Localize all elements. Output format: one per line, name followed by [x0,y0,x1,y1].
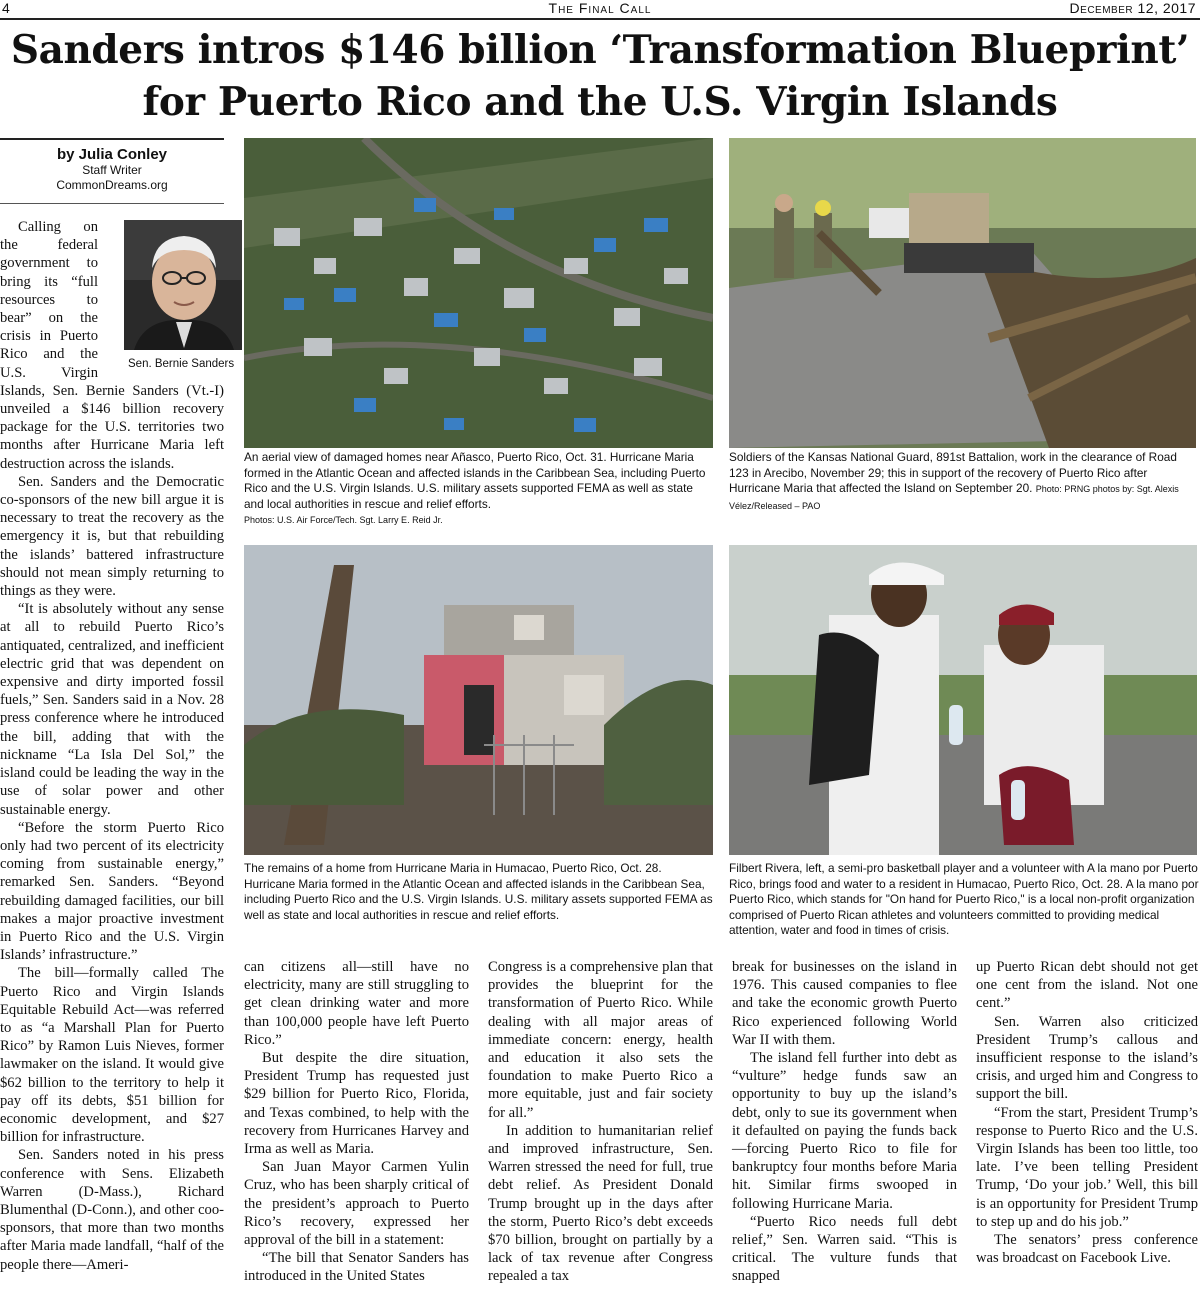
paragraph: The bill—formally called The Puerto Rico and Virgin Islands Equitable Rebuild Act—was referred to as “a Marshall Plan for Puerto Rico” by Ramon Luis Nieves, former lawmaker on the island. It would give $62 billion to the territory to help it pay off its debts, $51 billion for economic development, and $27 billion for infrastructure. [0,965,224,1146]
article-column-3 [488,958,713,1286]
caption-text: Filbert Rivera, left, a semi-pro basketball player and a volunteer with A la mano por Puerto Rico, brings food and water to a resident in Humacao, Puerto Rico, Oct. 28. A la mano por Puerto Rico, which stands for "On hand for Puerto Rico," is a local non-profit organization comprised of Puerto Rican athletes and volunteers committed to providing medical attention, water and food in times of crisis. [729,861,1199,937]
paragraph: break for businesses on the island in 1976. This caused companies to flee and take the economic growth Puerto Rico experienced following World War II with them. [732,959,957,1048]
caption-text: Soldiers of the Kansas National Guard, 891st Battalion, work in the clearance of Road 123 in Arecibo, November 29; this in support of the recovery of Puerto Rico after Hurricane Maria that affected the Island on September 20. [729,450,1177,495]
photo-caption-aerial [244,450,714,529]
article-column-4 [732,958,957,1286]
paragraph: The senators’ press conference was broadcast on Facebook Live. [976,1232,1198,1267]
paragraph-text: Calling on the federal government to bring its “full resources to bear” on the crisis in Puerto Rico and the U.S. Virgin Islands, Sen. Bernie Sanders (Vt.-I) unveiled a $146 billion recovery package for the U.S. territories two months after Hurricane Maria left destruction across the islands. [0,219,224,472]
photo-soldiers-road-clearance [729,138,1196,448]
paragraph: Sen. Sanders noted in his press conference with Sens. Elizabeth Warren (D-Mass.), Richard Blumenthal (D-Conn.), and other coo-sponsors, that more than two months after Maria made landfall, “half of the people there—Ameri- [0,1147,224,1273]
caption-text: An aerial view of damaged homes near Añasco, Puerto Rico, Oct. 31. Hurricane Maria formed in the Atlantic Ocean and affected islands in the Caribbean Sea, including Puerto Rico and the U.S. Virgin Islands. U.S. military assets supported FEMA as well as state and local authorities in rescue and relief efforts. [244,450,706,511]
paragraph: Sen. Warren also criticized President Trump’s callous and insufficient response to the island’s crisis, and urged him and Congress to support the bill. [976,1013,1198,1103]
photo-volunteer-food-water [729,545,1197,855]
article-column-5 [976,958,1198,1267]
paragraph: In addition to humanitarian relief and improved infrastructure, Sen. Warren stressed the need for full, true debt relief. As President Donald Trump brought up in the days after the storm, Puerto Rico’s debt exceeds $70 billion, brought on partially by a lack of tax revenue after Congress repealed a tax [488,1122,713,1285]
portrait-caption: Sen. Bernie Sanders [128,358,235,370]
author: by Julia Conley [56,146,168,163]
issue-date: December 12, 2017 [1069,0,1196,16]
photo-caption-volunteer [729,861,1199,939]
bernie-sanders-image [124,220,242,350]
volunteer-photo-image [729,545,1197,855]
paragraph: up Puerto Rican debt should not get one cent from the island. Not one cent.” [976,959,1198,1012]
paragraph: can citizens all—still have no electricity, many are still struggling to get clean drinking water and more than 100,000 people have left Puerto Rico.” [244,959,469,1048]
paragraph: But despite the dire situation, President Trump has requested just $29 billion for Puerto Rico, Florida, and Texas combined, to help with the recovery from Hurricanes Harvey and Irma as well as Maria. [244,1050,469,1158]
article-column-1 [0,218,235,1274]
paragraph: San Juan Mayor Carmen Yulin Cruz, who has been sharply critical of the president’s approach to Puerto Rico’s recovery, expressed her approval of the bill in a statement: [244,1159,469,1249]
paragraph [0,218,235,473]
author-role: Staff Writer [82,163,142,177]
publication-name: The Final Call [548,0,652,16]
paragraph: “It is absolutely without any sense at all to rebuild Puerto Rico’s antiquated, centralized, and inefficient electric grid that was dependent on expensive and dirty imported fossil fuels,” Sen. Sanders said in a Nov. 28 press conference where he introduced the bill, adding that with the nickname “La Isla Del Sol,” the island could be leading the way in the use of solar power and other sustainable energy. [0,601,224,818]
portrait-photo [106,220,235,370]
paragraph: The island fell further into debt as “vulture” hedge funds saw an opportunity to buy up the island’s debt, only to sue its government when it defaulted on paying the funds back—forcing Puerto Rico to file for bankruptcy four months before Maria hit. Similar firms swooped in following Hurricane Maria. [732,1050,957,1212]
photo-credit: Photo: PRNG photos by: Sgt. Alexis Vélez/Released – PAO [729,484,1179,511]
soldiers-photo-image [729,138,1196,448]
photo-caption-home-remains [244,861,714,923]
page-number: 4 [2,0,10,16]
photo-remains-of-home [244,545,713,855]
paragraph: “From the start, President Trump’s response to Puerto Rico and the U.S. Virgin Islands has been too little, too late. I’ve been telling President Trump, ‘Do your job.’ Well, this bill is an opportunity for President Trump to step up and do his job.” [976,1104,1198,1230]
caption-text: The remains of a home from Hurricane Maria in Humacao, Puerto Rico, Oct. 28. Hurricane Maria formed in the Atlantic Ocean and affected islands in the Caribbean Sea, including Puerto Rico and the U.S. Virgin Islands. U.S. military assets supported FEMA as well as state and local authorities in rescue and relief efforts. [244,861,713,922]
paragraph: Congress is a comprehensive plan that provides the blueprint for the transformation of Puerto Rico. While dealing with all major areas of immediate concern: energy, health and education it also sets the foundation to make Puerto Rico a more equitable, just and fair society for all.” [488,959,713,1121]
headline-line-1: Sanders intros $146 billion ‘Transformation Blueprint’ [10,27,1190,73]
photo-caption-soldiers [729,450,1199,514]
headline-line-2: for Puerto Rico and the U.S. Virgin Islands [142,79,1058,125]
page-header [0,0,1200,20]
byline [0,138,224,204]
aerial-photo-image [244,138,713,448]
article-column-2 [244,958,469,1286]
source: CommonDreams.org [56,178,168,192]
paragraph: “Puerto Rico needs full debt relief,” Sen. Warren said. “This is critical. The vulture funds that snapped [732,1213,957,1285]
photo-credit: Photos: U.S. Air Force/Tech. Sgt. Larry E. Reid Jr. [244,515,443,525]
headline [0,24,1200,128]
paragraph: Sen. Sanders and the Democratic co-sponsors of the new bill argue it is necessary to treat the recovery as the emergency it is, but that rebuilding the islands’ battered infrastructure should not mean simply returning to things as they were. [0,473,224,600]
photo-aerial-damaged-homes [244,138,713,448]
paragraph: “The bill that Senator Sanders has introduced in the United States [244,1250,469,1285]
home-remains-photo-image [244,545,713,855]
paragraph: “Before the storm Puerto Rico only had two percent of its electricity coming from sustainable energy,” remarked Sen. Sanders. “Beyond rebuilding damaged facilities, our bill makes a major proactive investment in Puerto Rico and the U.S. Virgin Islands’ infrastructure.” [0,819,224,964]
